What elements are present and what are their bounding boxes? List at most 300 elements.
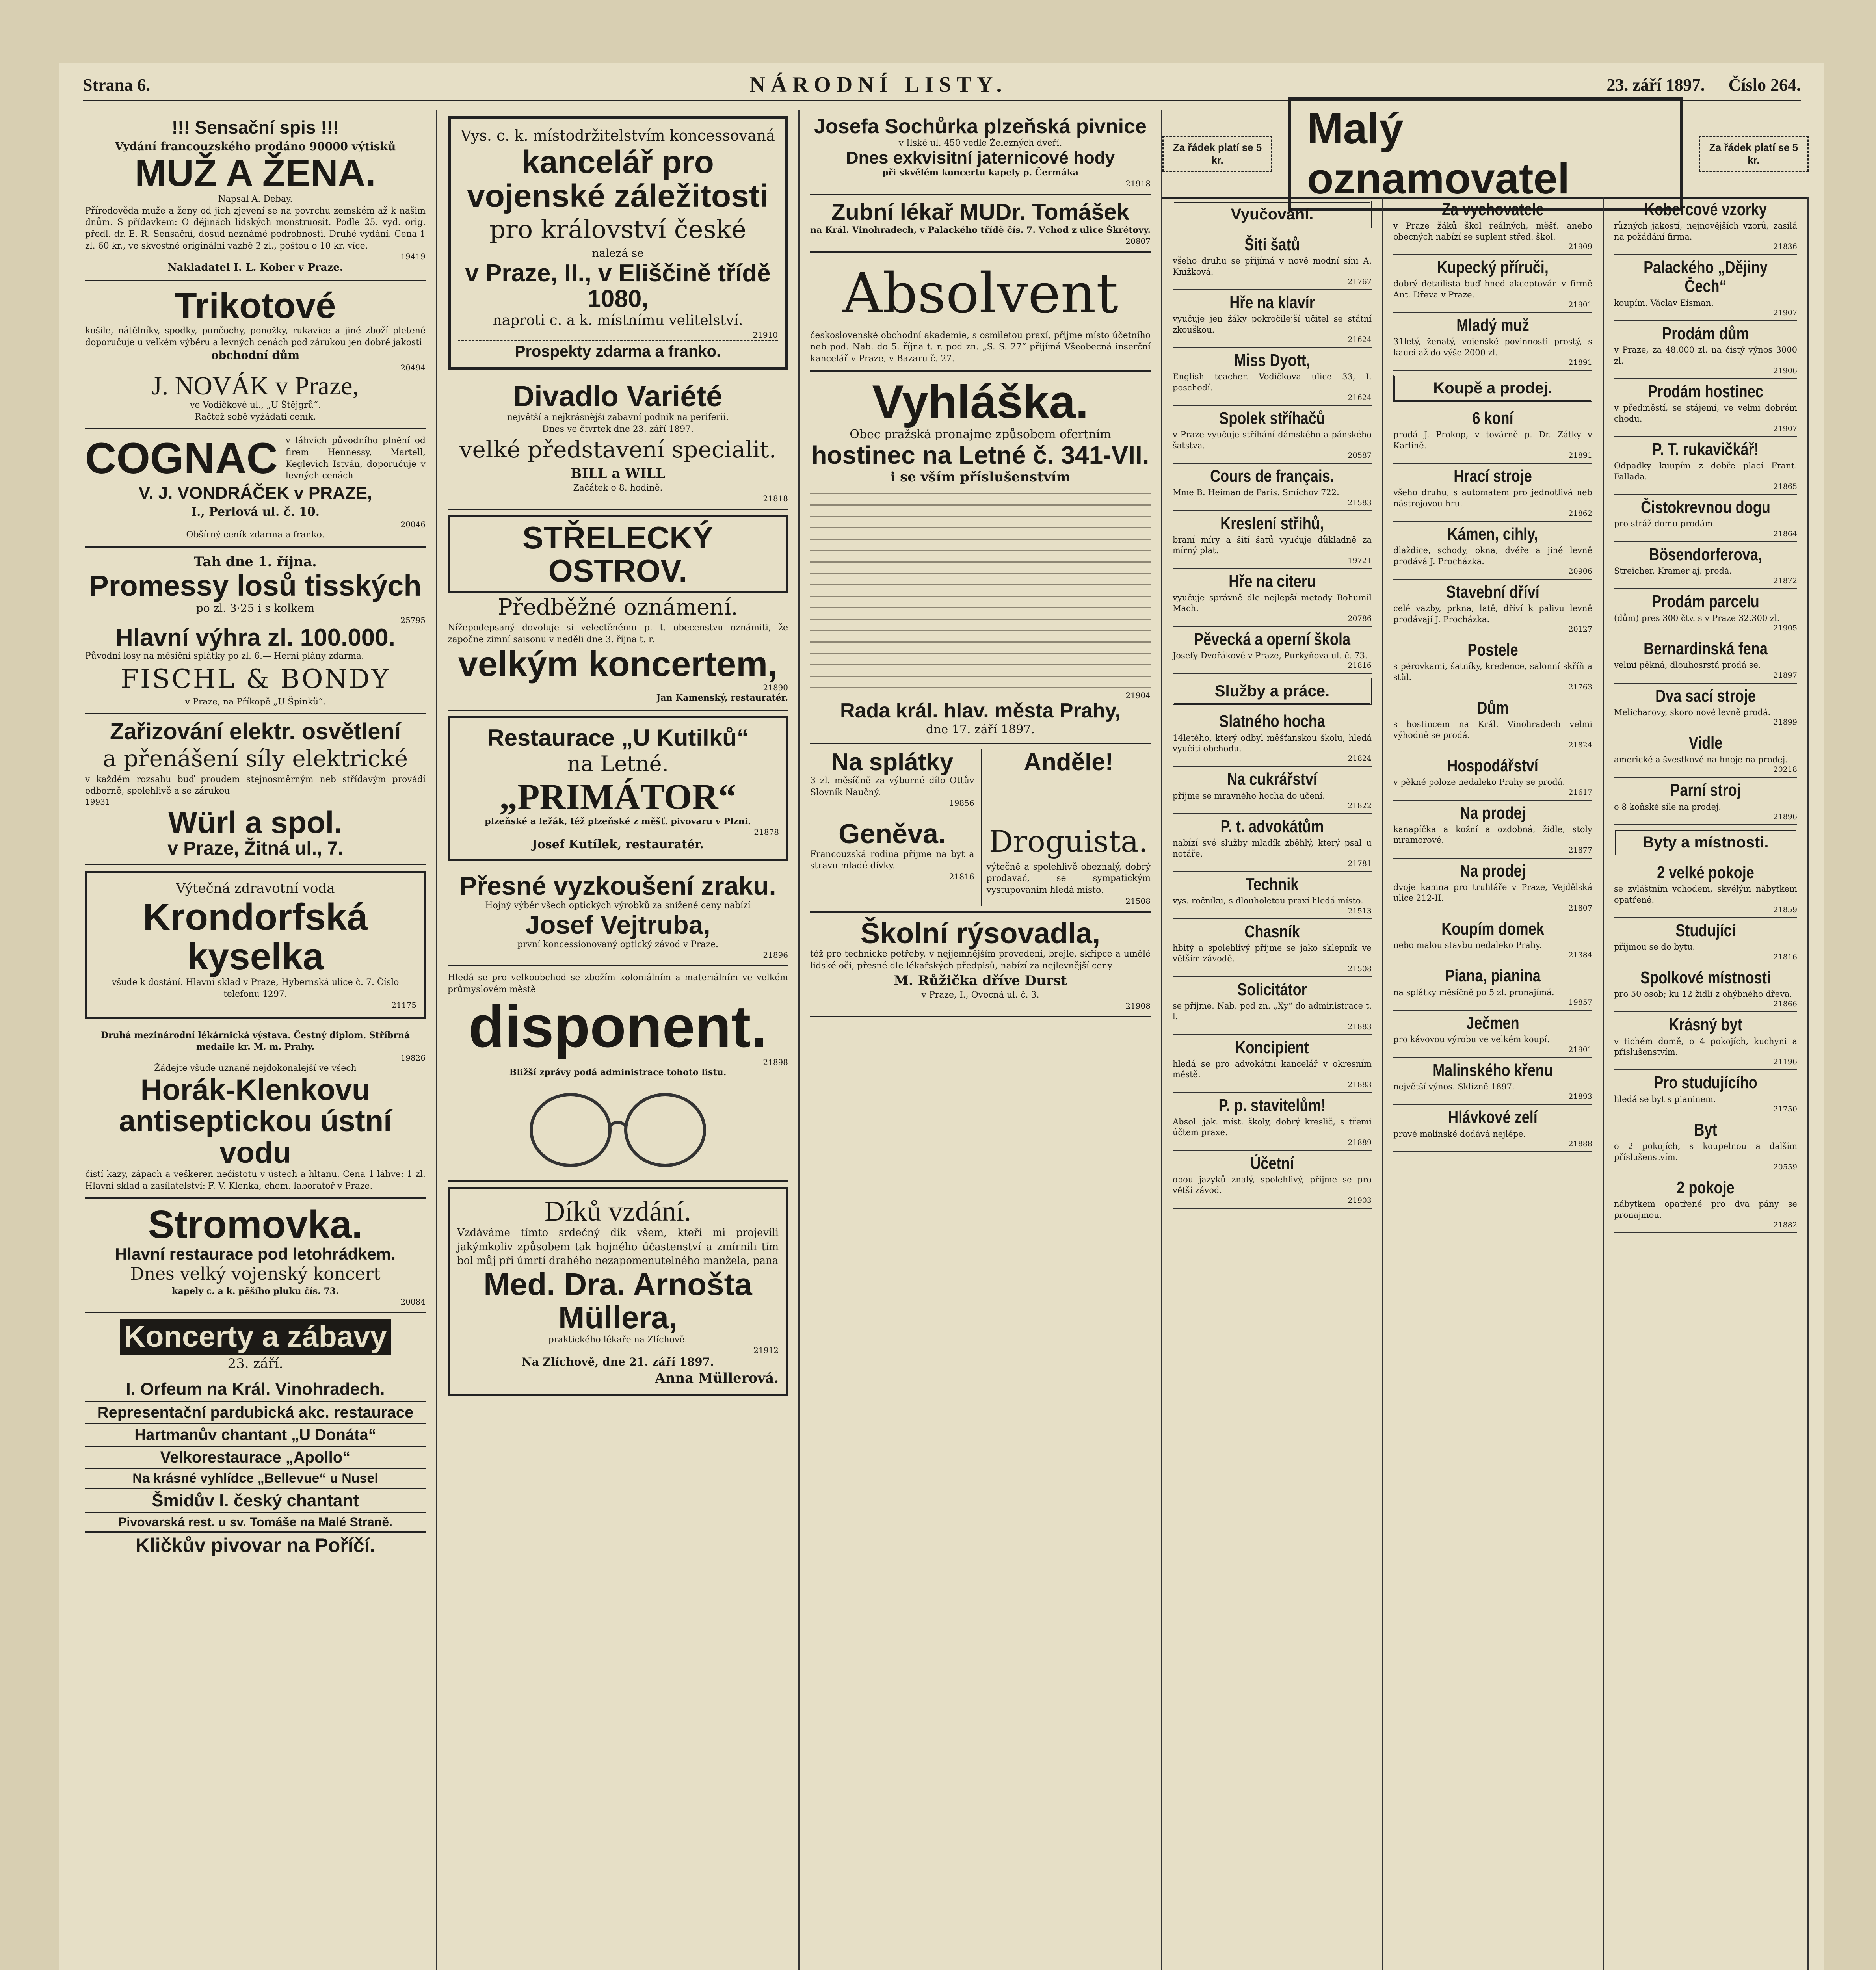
ad-footer: Josef Kutílek, restauratér. <box>532 838 704 852</box>
ad-number: 21890 <box>763 683 788 693</box>
item-number: 21384 <box>1568 951 1592 960</box>
classified-item <box>1614 860 1797 918</box>
ad-footer: Původní losy na měsíční splátky po zl. 6.— Herní plány zdarma. <box>85 651 364 662</box>
item-text: nábytkem opatřené pro dva pány se pronajmou. <box>1614 1199 1797 1220</box>
item-number: 21907 <box>1773 424 1797 433</box>
item-text: americké a švestkové na hnoje na prodej. <box>1614 755 1788 764</box>
classified-item <box>1614 542 1797 589</box>
ad-number: 19826 <box>400 1053 426 1063</box>
item-text: s hostincem na Král. Vinohradech velmi výhodně se prodá. <box>1393 719 1592 740</box>
price-note-right: Za řádek platí se 5 kr. <box>1699 136 1809 172</box>
item-number: 21907 <box>1773 309 1797 318</box>
divider <box>85 1401 426 1402</box>
ad-footer: kapely c. a k. pěšího pluku čís. 73. <box>172 1286 339 1296</box>
ad-subtitle: obchodní dům <box>211 349 300 362</box>
ad-krondorfska <box>85 871 426 1018</box>
ad-zubni-lekar <box>810 195 1151 253</box>
divider <box>85 1512 426 1513</box>
ad-address: první koncessionovaný optický závod v Praze. <box>517 939 718 950</box>
item-title: Piana, pianina <box>1445 966 1541 986</box>
item-title: Vidle <box>1688 733 1723 753</box>
item-number: 20559 <box>1773 1162 1797 1171</box>
ad-headline: Koncerty a zábavy <box>120 1319 390 1355</box>
item-text: se přijme. Nab. pod zn. „Xy“ do administrace t. l. <box>1173 1001 1372 1022</box>
item-number: 21882 <box>1773 1220 1797 1229</box>
ad-subtitle: Výtečná zdravotní voda <box>176 881 335 897</box>
item-number: 21888 <box>1568 1139 1592 1148</box>
classifieds-column-1 <box>1162 197 1383 1970</box>
ad-headline: STŘELECKÝ OSTROV. <box>448 515 788 593</box>
item-title: Pěvecká a operní škola <box>1194 629 1351 649</box>
classified-item <box>1393 753 1592 801</box>
item-title: Kámen, cihly, <box>1447 524 1538 544</box>
ad-footer: Rada král. hlav. města Prahy, <box>840 699 1121 723</box>
classified-item <box>1393 695 1592 753</box>
classified-item <box>1614 255 1797 321</box>
ad-headline: kancelář pro vojenské záležitosti <box>467 144 769 214</box>
item-title: Koupím domek <box>1441 919 1544 939</box>
item-number: 21859 <box>1773 905 1797 914</box>
item-number: 21824 <box>1568 740 1592 749</box>
ad-address: praktického lékaře na Zlíchově. <box>548 1334 688 1345</box>
classified-item <box>1614 1012 1797 1070</box>
ad-text: Obec pražská pronajme způsobem ofertním <box>850 427 1111 441</box>
item-text: braní míry a šití šatů vyučuje důkladně za mírný plat. <box>1173 535 1372 556</box>
item-text: přijme se mravného hocha do učení. <box>1173 791 1325 801</box>
classified-item <box>1393 313 1592 371</box>
classified-item <box>1393 580 1592 637</box>
ad-number: 21818 <box>763 494 788 504</box>
ad-stromovka <box>85 1199 426 1313</box>
item-number: 21624 <box>1348 393 1372 402</box>
column-1 <box>75 110 437 1970</box>
item-title: Miss Dyott, <box>1234 350 1310 370</box>
ad-firm: V. J. VONDRÁČEK v PRAZE, <box>138 483 372 503</box>
ad-text: Francouzská rodina přijme na byt a stravu mladé dívky. <box>810 849 974 871</box>
item-text: pravé malínské dodává nejlépe. <box>1393 1129 1526 1139</box>
ad-subtitle: pro království české <box>489 215 746 244</box>
ad-koncerty-a-zabavy <box>85 1313 426 1561</box>
classified-item <box>1173 1151 1372 1209</box>
ad-subtitle: Dnes ve čtvrtek dne 23. září 1897. <box>542 424 694 434</box>
item-title: Bösendorferova, <box>1649 545 1762 564</box>
ad-number: 21908 <box>1125 1001 1151 1011</box>
item-number: 21862 <box>1568 509 1592 518</box>
concert-2: Representační pardubická akc. restaurace <box>97 1404 414 1422</box>
item-number: 21750 <box>1773 1104 1797 1113</box>
ad-headline: disponent. <box>468 993 768 1059</box>
ad-beer: „PRIMÁTOR“ <box>499 777 736 817</box>
ad-text: též pro technické potřeby, v nejjemnějším provedení, brejle, skřipce a umělé lidské oči, přesné dle lékařských předpisů, nabízí za nejlevnější ceny <box>810 949 1151 971</box>
ad-footer: čistí kazy, zápach a veškeren nečistotu v ústech a hltanu. Cena 1 láhve: 1 zl. Hlavní sklad a zasílatelství: F. V. Klenka, chem. laboratoř v Praze. <box>85 1169 426 1191</box>
divider <box>85 1423 426 1424</box>
classified-item <box>1393 255 1592 313</box>
item-text: Mme B. Heiman de Paris. Smíchov 722. <box>1173 488 1339 498</box>
item-number: 21899 <box>1773 718 1797 727</box>
classified-item <box>1173 569 1372 627</box>
ad-headline: Horák-Klenkovu antiseptickou ústní vodu <box>119 1073 392 1170</box>
item-title: 2 velké pokoje <box>1657 862 1754 882</box>
classified-item <box>1173 406 1372 464</box>
ad-number: 21910 <box>753 330 778 340</box>
item-title: 6 koní <box>1472 408 1513 428</box>
ad-text: všude k dostání. Hlavní sklad v Praze, Hybernská ulice č. 7. Číslo telefonu 1297. <box>112 978 399 999</box>
concert-6: Šmidův I. český chantant <box>152 1491 359 1511</box>
item-title: Postele <box>1467 640 1518 660</box>
item-text: s pérovkami, šatníky, kredence, salonní skříň a stůl. <box>1393 662 1592 682</box>
ad-address: v Praze, Žitná ul., 7. <box>167 838 343 859</box>
ad-number: 21898 <box>763 1057 788 1067</box>
ad-headline: Anděle! <box>1024 748 1114 776</box>
classified-item <box>1614 918 1797 965</box>
item-number: 21816 <box>1348 661 1372 670</box>
item-text: největší výnos. Sklizně 1897. <box>1393 1082 1515 1091</box>
ad-headline: Restaurace „U Kutilků“ <box>487 724 749 751</box>
ad-number: 21508 <box>1125 896 1151 906</box>
ad-number: 19931 <box>85 797 110 807</box>
ad-headline: Zařizování elektr. osvětlení <box>110 719 401 745</box>
masthead: NÁRODNÍ LISTY. <box>749 72 1008 97</box>
ad-number: 20494 <box>400 362 426 372</box>
item-number: 21883 <box>1348 1080 1372 1089</box>
item-title: Na cukrářství <box>1227 769 1317 789</box>
item-number: 19721 <box>1348 556 1372 565</box>
classified-item <box>1393 1058 1592 1105</box>
ad-signature: Anna Müllerová. <box>655 1370 779 1386</box>
item-number: 21824 <box>1348 754 1372 763</box>
ad-geneva: Geněva. <box>839 818 946 849</box>
item-text: nebo malou stavbu nedaleko Prahy. <box>1393 940 1542 950</box>
ad-author: Napsal A. Debay. <box>218 194 293 204</box>
ad-number: 21904 <box>1125 691 1151 701</box>
ad-text: Dnes velký vojenský koncert <box>130 1264 381 1284</box>
ad-headline: Díků vzdání. <box>545 1195 691 1227</box>
item-number: 21893 <box>1568 1092 1592 1101</box>
item-text: Melicharovy, skoro nové levně prodá. <box>1614 708 1771 717</box>
ad-footer: Začátek o 8. hodině. <box>573 483 663 493</box>
item-title: Dům <box>1477 698 1509 717</box>
item-text: vyučuje správně dle nejlepší metody Bohumil Mach. <box>1173 593 1372 613</box>
item-title: Technik <box>1246 874 1299 894</box>
ad-program: velkým koncertem, <box>458 644 778 684</box>
item-number: 21513 <box>1348 906 1372 915</box>
concert-7: Pivovarská rest. u sv. Tomáše na Malé Straně. <box>118 1515 393 1530</box>
item-text: se zvláštním vchodem, skvělým nábytkem opatřené. <box>1614 884 1797 905</box>
ad-divadlo-variete <box>448 375 788 510</box>
page-number: Strana 6. <box>83 75 151 95</box>
item-title: Kupecký příruči, <box>1437 257 1549 277</box>
classified-item <box>1393 637 1592 695</box>
classified-item <box>1173 919 1372 977</box>
ad-text: v Ilské ul. 450 vedle Železných dveří. <box>898 138 1062 148</box>
item-text: koupím. Václav Eisman. <box>1614 298 1714 308</box>
ad-text: v každém rozsahu buď proudem stejnosměrným neb střídavým provádí odborně, spolehlivě a se zárukou <box>85 774 426 796</box>
item-text: všeho druhu, s automatem pro jednotlivá neb nástrojovou hru. <box>1393 488 1592 508</box>
item-number: 21891 <box>1568 358 1592 367</box>
ad-number: 19419 <box>400 252 426 262</box>
classified-item <box>1614 1175 1797 1233</box>
item-text: v Praze, za 48.000 zl. na čistý výnos 3000 zl. <box>1614 345 1797 366</box>
classified-item <box>1173 464 1372 511</box>
ad-text: Přírodověda muže a ženy od jich zjevení se na povrchu zemském až k našim dnům. S přídavkem: O dějinách lidských monstruosit. Podle 25. vyd. orig. předl. dr. E. R. Sensační, dosud neznámé podrobnosti. Druhé vydání. Cena 1 zl. 60 kr., ve skvostné originální vazbě 2 zl., poštou o 10 kr. více. <box>85 206 426 251</box>
item-text: dvoje kamna pro truhláře v Praze, Vejdělská ulice 212-II. <box>1393 882 1592 903</box>
ad-headline: MUŽ A ŽENA. <box>135 152 376 195</box>
item-text: na splátky měsíčně po 5 zl. pronajímá. <box>1393 987 1554 997</box>
item-text: vyučuje jen žáky pokročilejší učitel se státní zkouškou. <box>1173 314 1372 335</box>
item-text: kanapíčka a kožní a ozdobná, židle, stoly mramorové. <box>1393 824 1592 845</box>
item-title: P. t. advokátům <box>1220 816 1324 836</box>
ad-subtitle: Předběžné oznámení. <box>498 595 738 621</box>
item-title: Prodám dům <box>1662 324 1749 344</box>
item-number: 21872 <box>1773 576 1797 585</box>
ad-headline: Promessy losů tisských <box>89 569 422 602</box>
ad-u-kutilku <box>448 716 788 861</box>
item-text: Absol. jak. míst. školy, dobrý kreslič, s třemi účtem praxe. <box>1173 1117 1372 1137</box>
item-number: 21896 <box>1773 812 1797 821</box>
concert-8: Kličkův pivovar na Poříčí. <box>135 1534 376 1556</box>
ad-vojenske-zalezitosti <box>448 116 788 370</box>
ad-address-main: v Praze, II., v Eliščině třídě 1080, <box>465 260 771 313</box>
item-text: hledá se byt s pianinem. <box>1614 1094 1716 1104</box>
ad-headline: Trikotové <box>175 286 336 326</box>
ad-subtitle: 23. září. <box>227 1356 283 1372</box>
item-number: 21891 <box>1568 451 1592 460</box>
item-title: Studující <box>1675 920 1736 940</box>
item-number: 21583 <box>1348 498 1372 507</box>
ad-address: I., Perlová ul. č. 10. <box>191 505 320 519</box>
item-text: 14letého, který odbyl měšťanskou školu, hledá vyučiti obchodu. <box>1173 733 1372 753</box>
item-number: 21866 <box>1773 1000 1797 1009</box>
item-text: velmi pěkná, dlouhosrstá prodá se. <box>1614 660 1761 670</box>
section-vyucovani: Vyučování. <box>1173 201 1372 228</box>
item-title: Spolkové místnosti <box>1640 968 1771 987</box>
ad-headline: Josefa Sochůrka plzeňská pivnice <box>814 115 1147 138</box>
concert-5: Na krásné vyhlídce „Bellevue“ u Nusel <box>132 1471 378 1486</box>
classifieds-column-3 <box>1604 197 1809 1970</box>
item-title: Cours de français. <box>1210 466 1334 486</box>
divider <box>85 1531 426 1533</box>
ad-prize: Hlavní výhra zl. 100.000. <box>115 624 395 652</box>
ad-footer: Bližší zprávy podá administrace tohoto listu. <box>509 1067 727 1078</box>
ad-cognac <box>85 429 426 548</box>
ad-firm: FISCHL & BONDY <box>121 663 390 694</box>
classified-item <box>1614 778 1797 825</box>
ad-number: 19856 <box>949 798 974 808</box>
item-number: 20786 <box>1348 614 1372 623</box>
ad-title: !!! Sensační spis !!! <box>171 117 339 138</box>
item-number: 21903 <box>1348 1196 1372 1205</box>
item-title: Kobercové vzorky <box>1644 200 1767 219</box>
item-number: 21897 <box>1773 671 1797 680</box>
classified-item <box>1173 232 1372 290</box>
ad-name: Med. Dra. Arnošta Müllera, <box>483 1266 752 1335</box>
item-number: 21901 <box>1568 1045 1592 1054</box>
ad-text: Hledá se pro velkoobchod se zbožím koloniálním a materiálním ve velkém průmyslovém městě <box>448 973 788 994</box>
item-title: Palackého „Dějiny Čech“ <box>1644 257 1768 296</box>
ad-absolvent <box>810 253 1151 372</box>
ad-headline: COGNAC <box>85 434 278 483</box>
item-title: Slatného hocha <box>1219 712 1325 731</box>
ad-text: výtečně a spolehlivě obeznalý, dobrý prodavač, se sympatickým vystupováním hledá místo. <box>986 862 1151 896</box>
classified-item <box>1614 1117 1797 1175</box>
ad-strelecky-ostrov <box>448 510 788 710</box>
ad-text: Nížepodepsaný dovoluje si velectěnému p. t. obecenstvu oznámiti, že započne zimní saisonu v neděli dne 3. října t. r. <box>448 623 788 645</box>
maly-oznamovatel-banner <box>1162 104 1809 203</box>
item-title: Ječmen <box>1466 1013 1519 1033</box>
item-title: Pro studujícího <box>1654 1073 1757 1093</box>
column-3 <box>800 110 1162 1970</box>
item-text: hbitý a spolehlivý přijme se jako sklepník ve větším závodě. <box>1173 943 1372 964</box>
ad-headline: Krondorfská kyselka <box>143 896 368 978</box>
classifieds-column-2 <box>1383 197 1604 1970</box>
ad-address: ve Vodičkově ul., „U Štějgrů“. <box>190 400 321 410</box>
ad-headline: Divadlo Variété <box>513 380 723 413</box>
ad-splatky <box>810 749 974 906</box>
body-text-block <box>810 486 1151 691</box>
ad-number: 20807 <box>1125 236 1151 246</box>
ad-subtitle: Hlavní restaurace pod letohrádkem. <box>115 1245 396 1264</box>
ad-date: dne 17. září 1897. <box>926 722 1035 736</box>
ad-number: 21896 <box>763 950 788 960</box>
ad-text: po zl. 3·25 i s kolkem <box>196 601 315 615</box>
ad-subtitle: Tah dne 1. října. <box>194 554 317 570</box>
ad-firm: J. NOVÁK v Praze, <box>151 371 359 400</box>
item-text: Odpadky kuupím z dobře plací Frant. Fallada. <box>1614 461 1797 481</box>
ad-trikotove <box>85 281 426 429</box>
ad-number: 20046 <box>400 520 426 530</box>
classified-item <box>1393 1105 1592 1152</box>
issue-date: 23. září 1897. <box>1606 75 1705 95</box>
item-number: 21767 <box>1348 277 1372 286</box>
item-title: Účetní <box>1250 1153 1294 1173</box>
item-text: přijmou se do bytu. <box>1614 942 1696 952</box>
item-title: Spolek stříhačů <box>1219 408 1325 428</box>
item-title: Šití šatů <box>1244 235 1300 254</box>
item-number: 21906 <box>1773 366 1797 375</box>
ad-property: hostinec na Letné č. 341-VII. <box>811 440 1149 469</box>
ad-address: v Praze, na Příkopě „U Špinků“. <box>185 697 326 707</box>
item-number: 19857 <box>1568 998 1592 1007</box>
classified-item <box>1393 859 1592 916</box>
classified-item <box>1614 589 1797 636</box>
ad-splatky-andele <box>810 744 1151 913</box>
classified-item <box>1173 872 1372 919</box>
item-title: Chasník <box>1244 922 1300 941</box>
item-number: 21617 <box>1568 788 1592 797</box>
item-text: dobrý detailista buď hned akceptován v firmě Ant. Dřeva v Praze. <box>1393 279 1592 299</box>
column-2 <box>437 110 800 1970</box>
item-text: vys. ročníku, s dlouholetou praxí hledá místo. <box>1173 896 1363 906</box>
ad-subtitle: Druhá mezinárodní lékárnická výstava. Čestný diplom. Stříbrná medaile kr. M. m. Prahy. <box>100 1030 410 1052</box>
ad-firm: M. Růžička dříve Durst <box>894 972 1067 989</box>
item-number: 21889 <box>1348 1138 1372 1147</box>
ad-performers: BILL a WILL <box>570 465 666 481</box>
ad-disponent <box>448 966 788 1182</box>
section-byty-a-mistnosti: Byty a místnosti. <box>1614 829 1797 856</box>
item-number: 21781 <box>1348 859 1372 868</box>
classified-item <box>1614 495 1797 542</box>
item-title: Malinského křenu <box>1433 1060 1553 1080</box>
item-title: Koncipient <box>1235 1037 1309 1057</box>
item-title: Parní stroj <box>1670 781 1741 800</box>
price-note-left: Za řádek platí se 5 kr. <box>1162 136 1272 172</box>
ad-text: největší a nejkrásnější zábavní podnik na periferii. <box>507 412 729 422</box>
item-title: Prodám parcelu <box>1652 592 1759 611</box>
item-title: Stavební dříví <box>1446 582 1539 602</box>
ad-program: velké představení specialit. <box>459 436 777 463</box>
item-text: obou jazyků znalý, spolehlivý, přijme se pro větší závod. <box>1173 1175 1372 1195</box>
divider <box>85 1446 426 1447</box>
item-title: Čistokrevnou dogu <box>1641 498 1770 517</box>
ad-promessy <box>85 548 426 715</box>
item-title: Za vychovatele <box>1442 200 1544 219</box>
divider <box>85 1488 426 1489</box>
item-text: všeho druhu se přijímá v nově modní síni A. Knížková. <box>1173 256 1372 277</box>
ad-address: v Praze, I., Ovocná ul. č. 3. <box>921 990 1039 1000</box>
classified-item <box>1173 627 1372 674</box>
item-text: 31letý, ženatý, vojenské povinnosti prostý, s kauci až do výše 2000 zl. <box>1393 337 1592 357</box>
ad-skolni-rysovadla <box>810 913 1151 1017</box>
classified-item <box>1173 767 1372 814</box>
ad-number: 20084 <box>400 1297 426 1307</box>
ad-footer: Račtež sobě vyžádati ceník. <box>194 412 316 422</box>
classified-item <box>1614 965 1797 1013</box>
item-text: English teacher. Vodičkova ulice 33, I. poschodí. <box>1173 372 1372 392</box>
item-text: celé vazby, prkna, latě, dříví k palivu levně prodávají J. Procházka. <box>1393 604 1592 624</box>
item-title: Na prodej <box>1460 803 1526 823</box>
item-text: dlaždice, schody, okna, dvéře a jiné levně prodává J. Procházka. <box>1393 546 1592 566</box>
item-text: v Praze žáků škol reálných, měšť. anebo obecných nabízí se suplent střed. škol. <box>1393 221 1592 242</box>
classified-item <box>1393 522 1592 580</box>
item-title: P. T. rukavičkář! <box>1652 440 1759 459</box>
concert-1: I. Orfeum na Král. Vinohradech. <box>126 1379 385 1399</box>
ad-subtitle: i se vším příslušenstvím <box>890 469 1071 485</box>
ad-text: plzeňské a ležák, též plzeňské z měšť. pivovaru v Plzni. <box>485 816 751 827</box>
ad-horak-klenka <box>85 1024 426 1199</box>
item-title: Hospodářství <box>1447 756 1538 775</box>
ad-firm: Josef Vejtruba, <box>525 910 710 940</box>
classified-item <box>1173 348 1372 406</box>
item-title: Kreslení střihů, <box>1220 513 1324 533</box>
item-text: v tichém domě, o 4 pokojích, kuchyni a příslušenstvím. <box>1614 1036 1797 1057</box>
item-number: 21196 <box>1773 1057 1797 1067</box>
ad-text: nalezá se <box>592 246 644 260</box>
classified-item <box>1614 1070 1797 1117</box>
item-title: 2 pokoje <box>1677 1178 1735 1197</box>
item-title: Krásný byt <box>1669 1015 1742 1035</box>
ad-elektr-osvetleni <box>85 714 426 865</box>
ad-text: na Král. Vinohradech, v Palackého třídě čís. 7. Vchod z ulice Škrétovy. <box>810 225 1151 236</box>
classified-item <box>1393 464 1592 522</box>
ad-headline: Vyhláška. <box>872 375 1089 428</box>
item-title: Hře na citeru <box>1229 571 1316 591</box>
item-number: 21807 <box>1568 903 1592 913</box>
ad-subtitle: Dnes exkvisitní jaternicové hody <box>846 148 1115 168</box>
ad-headline: Školní rýsovadla, <box>860 916 1101 950</box>
item-number: 21816 <box>1773 952 1797 961</box>
classified-item <box>1614 437 1797 495</box>
item-text: o 2 pokojích, s koupelnou a dalším příslušenstvím. <box>1614 1141 1797 1162</box>
classified-item <box>1393 1011 1592 1058</box>
item-number: 21901 <box>1568 300 1592 309</box>
item-title: Prodám hostinec <box>1648 382 1763 401</box>
classified-item <box>1614 379 1797 437</box>
ad-number: 21912 <box>753 1346 779 1355</box>
item-text: pro 50 osob; ku 12 židlí z ohýbného dřeva. <box>1614 989 1792 999</box>
ad-headline: Zubní lékař MUDr. Tomášek <box>831 199 1130 225</box>
newspaper-page <box>59 63 1824 1970</box>
divider <box>85 1468 426 1469</box>
